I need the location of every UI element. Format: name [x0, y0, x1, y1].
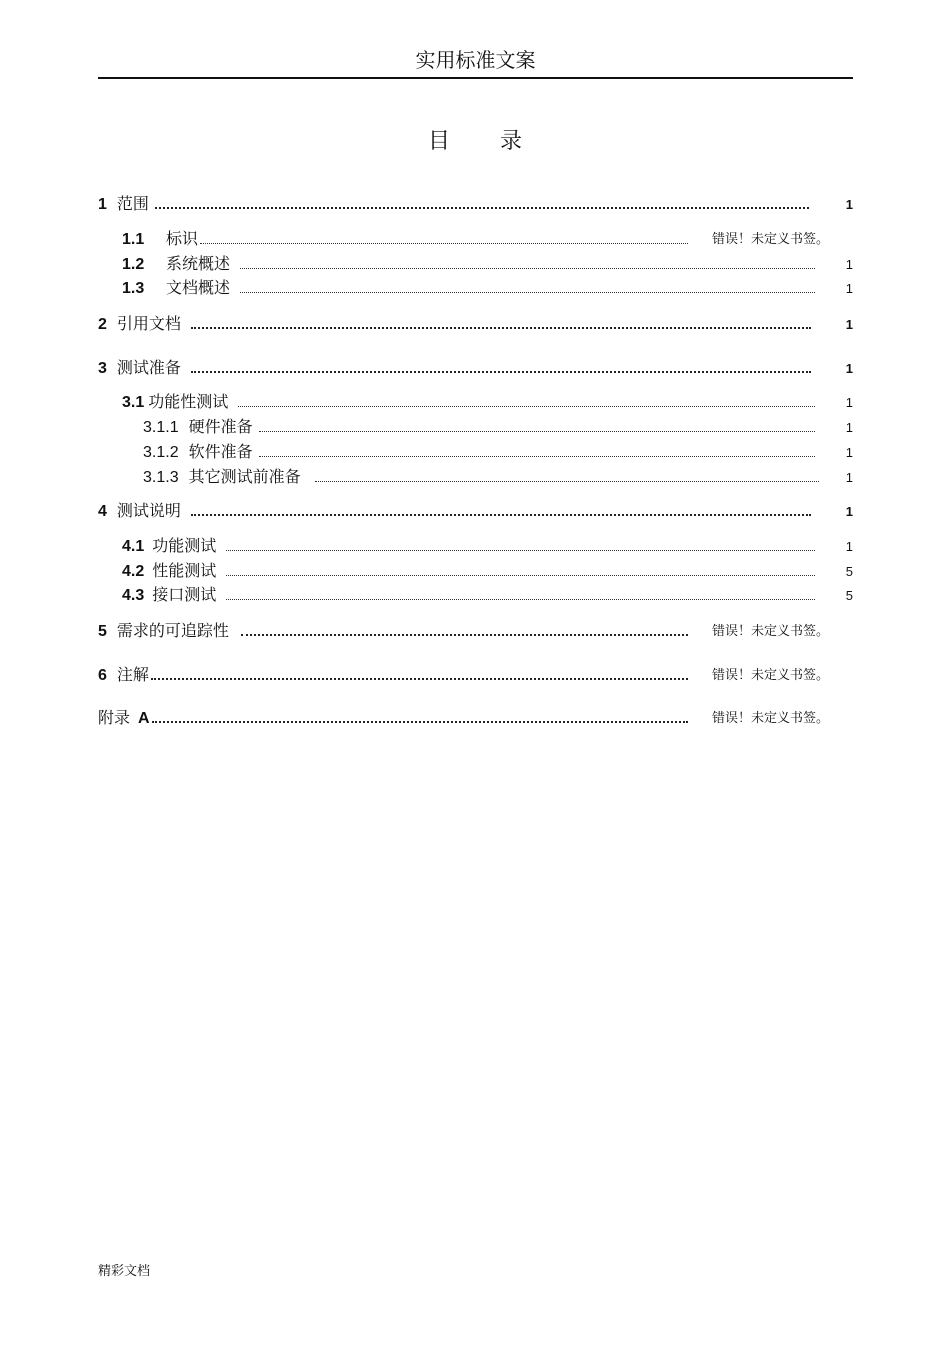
- toc-leader-dots: [238, 405, 815, 407]
- toc-entry-page: 1: [845, 197, 853, 212]
- toc-entry-number: 4.3: [122, 587, 145, 604]
- toc-leader-dots: [152, 720, 688, 723]
- toc-entry-number: 3.1.3: [143, 469, 179, 486]
- toc-entry-number: 3.1.2: [143, 444, 179, 461]
- toc-entry[interactable]: [122, 583, 853, 605]
- toc-entry-number: 5: [98, 623, 107, 640]
- toc-entry-page: 1: [845, 504, 853, 519]
- toc-leader-dots: [200, 242, 688, 244]
- toc-entry-page: 1: [845, 281, 853, 296]
- toc-leader-dots: [226, 598, 815, 600]
- toc-entry-label: 硬件准备: [188, 417, 253, 436]
- toc-entry-number: 4: [98, 503, 107, 520]
- toc-entry-page: 1: [845, 539, 853, 554]
- toc-leader-dots: [226, 574, 815, 576]
- toc-leader-dots: [191, 370, 811, 373]
- page-footer: [98, 1260, 150, 1279]
- toc-entry[interactable]: [122, 276, 853, 298]
- toc-entry-label: 文档概述: [166, 278, 231, 297]
- toc-entry-number: 6: [98, 667, 107, 684]
- toc-entry-label: 性能测试: [152, 561, 217, 580]
- toc-leader-dots: [191, 326, 811, 329]
- toc-entry-number: 3.1: [122, 394, 145, 411]
- toc-entry-label: 系统概述: [166, 254, 231, 273]
- toc-entry-page: 5: [845, 564, 853, 579]
- toc-entry[interactable]: [98, 356, 853, 378]
- toc-leader-dots: [151, 677, 688, 680]
- toc-entry-label: 软件准备: [188, 442, 253, 461]
- toc-entry-number: 1.2: [122, 256, 145, 273]
- header-title: 实用标准文案: [415, 48, 536, 72]
- toc-entry[interactable]: [98, 619, 853, 641]
- toc-leader-dots: [191, 513, 811, 516]
- toc-entry[interactable]: [122, 534, 853, 556]
- toc-entry-number: A: [138, 710, 150, 727]
- toc-entry-label: 注解: [116, 665, 149, 684]
- toc-entry-label: 需求的可追踪性: [116, 621, 229, 640]
- toc-entry-number: 1: [98, 196, 107, 213]
- toc-leader-dots: [240, 291, 815, 293]
- toc-entry-page: 错误！未定义书签。: [711, 711, 829, 726]
- toc-title-char-1: 目: [427, 129, 450, 154]
- toc-entry-page: 1: [845, 470, 853, 485]
- toc-entry[interactable]: [143, 440, 853, 462]
- toc-entry-label: 标识: [166, 229, 199, 248]
- toc-leader-dots: [315, 480, 819, 482]
- toc-entry[interactable]: [98, 312, 853, 334]
- toc-entry[interactable]: [143, 415, 853, 437]
- toc-entry-page: 1: [845, 361, 853, 376]
- toc-entry-label: 范围: [116, 194, 149, 213]
- toc-entry[interactable]: [98, 706, 853, 728]
- toc-leader-dots: [241, 633, 688, 636]
- toc-entry-label: 引用文档: [116, 314, 181, 333]
- toc-leader-dots: [155, 206, 809, 209]
- toc-entry-label: 接口测试: [152, 585, 217, 604]
- toc-entry-page: 1: [845, 257, 853, 272]
- toc-entry-label: 其它测试前准备: [188, 467, 301, 486]
- toc-entry[interactable]: [122, 227, 853, 249]
- toc-title: [0, 124, 950, 155]
- toc-entry-number: 4.2: [122, 563, 145, 580]
- toc-entry-number: 3.1.1: [143, 419, 179, 436]
- toc-entry-number: 3: [98, 360, 107, 377]
- toc-entry[interactable]: [98, 663, 853, 685]
- toc-leader-dots: [226, 549, 815, 551]
- toc-entry[interactable]: [98, 192, 853, 214]
- toc-entry-page: 1: [845, 420, 853, 435]
- toc-entry-number: 4.1: [122, 538, 145, 555]
- toc-entry[interactable]: [122, 559, 853, 581]
- toc-title-char-2: 录: [500, 129, 523, 154]
- toc-entry[interactable]: [143, 465, 853, 487]
- toc-entry[interactable]: [98, 499, 853, 521]
- toc-leader-dots: [240, 267, 815, 269]
- toc-entry-page: 错误！未定义书签。: [711, 232, 829, 247]
- toc-entry-number: 1.3: [122, 280, 145, 297]
- toc-entry-page: 错误！未定义书签。: [711, 668, 829, 683]
- toc-entry-label: 测试准备: [116, 358, 181, 377]
- toc-leader-dots: [259, 430, 815, 432]
- toc-entry-label: 测试说明: [116, 501, 181, 520]
- toc-entry-number: 1.1: [122, 231, 145, 248]
- page-header: [98, 46, 853, 79]
- toc-entry-page: 1: [845, 317, 853, 332]
- toc-entry-number: 2: [98, 316, 107, 333]
- toc-entry-page: 1: [845, 445, 853, 460]
- toc-entry[interactable]: [122, 390, 853, 412]
- footer-text: 精彩文档: [98, 1264, 151, 1279]
- toc-entry-page: 1: [845, 395, 853, 410]
- toc-entry-label: 功能测试: [152, 536, 217, 555]
- toc-entry-page: 错误！未定义书签。: [711, 624, 829, 639]
- toc-entry[interactable]: [122, 252, 853, 274]
- toc-entry-page: 5: [845, 588, 853, 603]
- toc-leader-dots: [259, 455, 815, 457]
- toc-entry-label: 附录: [98, 708, 131, 727]
- toc-entry-label: 功能性测试: [148, 392, 229, 411]
